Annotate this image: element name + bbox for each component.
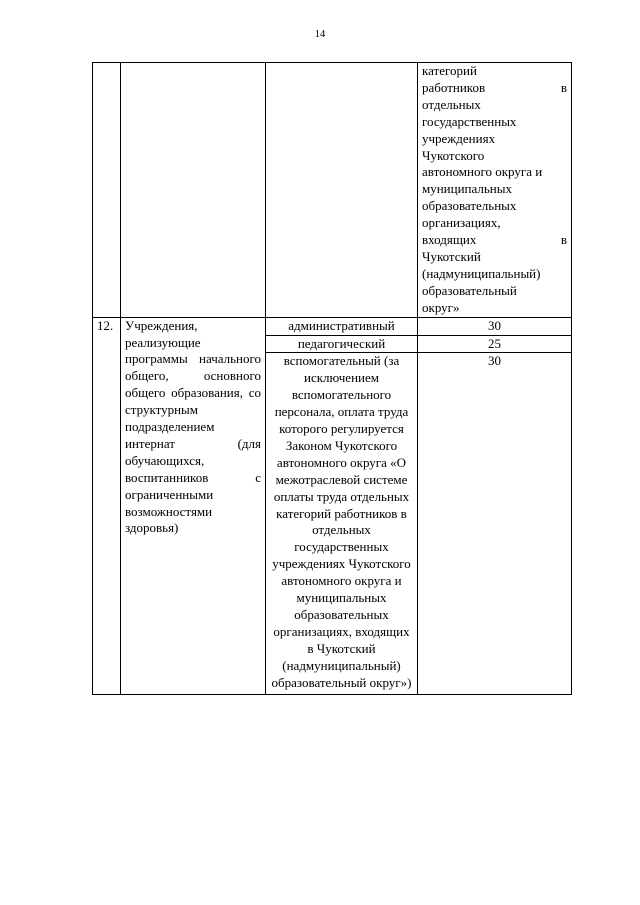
cell-continued-text	[418, 63, 572, 318]
continued-text-line: округ»	[422, 299, 460, 315]
continued-text-word: входящих	[422, 232, 477, 248]
continued-text-word: в	[560, 232, 567, 248]
page-number: 14	[314, 29, 326, 40]
row-number: 12.	[93, 317, 121, 694]
staff-category-administrative: административный	[266, 317, 418, 335]
table-row-12-admin	[93, 317, 572, 335]
continued-text-line: Чукотский	[422, 248, 481, 264]
continued-text-line	[422, 232, 567, 249]
staff-category-auxiliary: вспомогательный (за исключением вспомогательного персонала, оплата труда которого регулируется Законом Чукотского автономного округа «О межотраслевой системе оплаты труда отдельных категорий работников в отдельных государственных учреждениях Чукотского автономного округа и муниципальных образовательных организациях, входящих в Чукотский (надмуниципальный) образовательный округ»)	[266, 353, 418, 694]
continued-text-line: муниципальных	[422, 181, 513, 197]
continued-text-line: государственных	[422, 113, 517, 129]
staff-value-auxiliary: 30	[418, 353, 572, 694]
continued-text-line: отдельных	[422, 96, 481, 112]
continued-text-line: образовательных	[422, 198, 517, 214]
continued-text-word: в	[560, 79, 567, 95]
continued-text-word: работников	[422, 79, 486, 95]
institution-description: Учреждения, реализующие программы начального общего, основного общего образования, со структурным подразделением интернат (для обучающихся, воспитанников с ограниченными возможностями здоровья)	[121, 317, 266, 694]
continued-text-line	[422, 80, 567, 97]
cell-continued-category	[266, 63, 418, 318]
continued-text-line: образовательный	[422, 282, 517, 298]
continued-text-line: (надмуниципальный)	[422, 265, 541, 281]
table-row-continued	[93, 63, 572, 318]
cell-continued-number	[93, 63, 121, 318]
continued-text-line: автономного округа и	[422, 164, 543, 180]
staff-coefficient-table	[92, 62, 572, 695]
staff-value-pedagogical: 25	[418, 335, 572, 353]
cell-continued-institution	[121, 63, 266, 318]
continued-text-line: организациях,	[422, 215, 501, 231]
staff-value-administrative: 30	[418, 317, 572, 335]
continued-text-line: учреждениях	[422, 130, 496, 146]
continued-text-line: Чукотского	[422, 147, 485, 163]
staff-category-pedagogical: педагогический	[266, 335, 418, 353]
continued-text-line: категорий	[422, 63, 477, 78]
